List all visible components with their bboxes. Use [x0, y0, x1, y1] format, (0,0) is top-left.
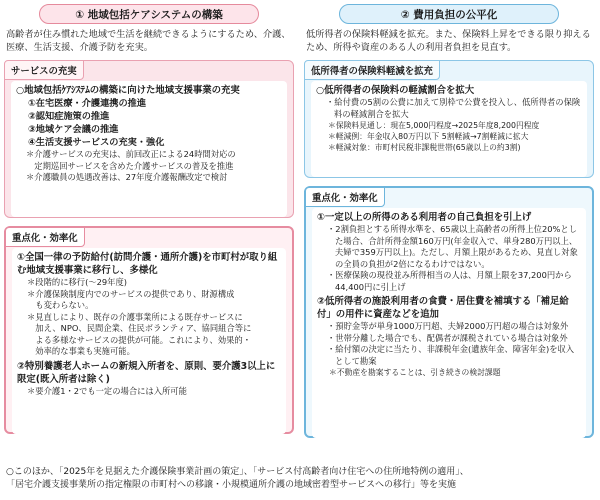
footer-line: 「居宅介護支援事業所の指定権限の市町村への移譲・小規模通所介護の地域密着型サービスへの移行」等を実施	[6, 480, 457, 490]
right-efficiency-box	[304, 186, 594, 438]
right-efficiency-head2: ②低所得者の施設利用者の食費・居住費を補填する「補足給付」の用件に資産などを追加	[317, 296, 569, 320]
service-item: ②認知症施策の推進	[28, 111, 110, 122]
left-efficiency-note: 効率的な事業も実施可能。	[27, 346, 135, 356]
right-efficiency-inner	[312, 208, 586, 438]
left-efficiency-title: 重点化・効率化	[5, 227, 85, 247]
lowincome-bullet: ・給付費の5割の公費に加えて別枠で公費を投入し、低所得者の保険料の軽減割合を拡大	[326, 97, 581, 119]
right-efficiency-bullet: ・2割負担とする所得水準を、65歳以上高齢者の所得上位20%とした場合、合計所得金額160万円(年金収入で、単身280万円以上、夫婦で359万円以上)。ただし、月額上限があるため、見直し対象の全員の負担が2倍になるわけではない。	[327, 224, 578, 269]
service-head: ○地域包括ｹｱｼｽﾃﾑの構築に向けた地域支援事業の充実	[16, 85, 240, 96]
right-efficiency-head1: ①一定以上の所得のある利用者の自己負担を引上げ	[317, 212, 532, 223]
service-note: ＊介護サービスの充実は、前回改正による24時間対応の	[26, 149, 236, 159]
service-box	[4, 60, 294, 218]
left-efficiency-note: よる多様なサービスの提供が可能。これにより、効果的・	[27, 334, 252, 345]
right-efficiency-note: ＊不動産を勘案することは、引き続きの検討課題	[329, 368, 501, 377]
left-efficiency-note: ＊介護保険制度内でのサービスの提供であり、財源構成	[27, 288, 235, 299]
lowincome-note: ＊保険料見通し：現在5,000円程度→2025年度8,200円程度	[328, 121, 540, 130]
service-note: 定期巡回サービスを含めた介護サービスの普及を推進	[26, 160, 234, 171]
lowincome-note: ＊軽減対象：市町村民税非課税世帯(65歳以上の約3割)	[328, 143, 521, 152]
right-efficiency-bullet: ・医療保険の現役並み所得相当の人は、月額上限を37,200円から44,400円に引上げ	[327, 270, 572, 292]
left-efficiency-box	[4, 226, 294, 434]
left-efficiency-note: ＊見直しにより、既存の介護事業所による既存サービスに	[27, 311, 243, 322]
left-efficiency-note: ＊要介護1・2でも一定の場合には入所可能	[27, 385, 187, 396]
left-efficiency-inner	[12, 248, 286, 434]
right-efficiency-bullet: ・世帯分離した場合でも、配偶者が課税されている場合は対象外	[327, 332, 568, 343]
right-intro: 低所得者の保険料軽減を拡充。また、保険料上昇をできる限り抑えるため、所得や資産のある人の利用者負担を見直す。	[306, 29, 591, 53]
left-efficiency-note: も変わらない。	[27, 300, 94, 310]
left-efficiency-note: ＊段階的に移行(～29年度)	[27, 277, 128, 287]
left-efficiency-head1: ①全国一律の予防給付(訪問介護・通所介護)を市町村が取り組む地域支援事業に移行し、多様化	[17, 252, 278, 276]
footer-note	[6, 466, 596, 492]
left-section-title: ① 地域包括ケアシステムの構築	[39, 4, 259, 24]
lowincome-head: ○低所得者の保険料の軽減割合を拡大	[316, 85, 475, 96]
service-item: ④生活支援サービスの充実・強化	[28, 137, 165, 148]
service-item: ③地域ケア会議の推進	[28, 124, 119, 135]
service-box-title: サービスの充実	[4, 60, 84, 80]
service-note: ＊介護職員の処遇改善は、27年度介護報酬改定で検討	[26, 172, 228, 182]
right-column	[304, 4, 594, 438]
right-efficiency-bullet: ・預貯金等が単身1000万円超、夫婦2000万円超の場合は対象外	[327, 321, 569, 331]
lowincome-inner	[311, 81, 587, 177]
left-efficiency-head2: ②特別養護老人ホームの新規入所者を、原則、要介護3以上に限定(既入所者は除く)	[17, 360, 276, 385]
right-efficiency-title: 重点化・効率化	[305, 187, 385, 207]
left-column	[4, 4, 294, 434]
service-item: ①在宅医療・介護連携の推進	[28, 98, 147, 109]
left-efficiency-note: 加え、NPO、民間企業、住民ボランティア、協同組合等に	[27, 323, 252, 333]
left-intro: 高齢者が住み慣れた地域で生活を継続できるようにするため、介護、医療、生活支援、介護予防を充実。	[6, 29, 291, 53]
footer-line: ○このほか、「2025年を見据えた介護保険事業計画の策定」、「サービス付高齢者向け住宅への住所地特例の適用」、	[6, 467, 469, 477]
lowincome-note: ＊軽減例：年金収入80万円以下 5割軽減→7割軽減に拡大	[328, 132, 529, 141]
right-section-title: ② 費用負担の公平化	[339, 4, 559, 24]
lowincome-box-title: 低所得者の保険料軽減を拡充	[304, 60, 440, 80]
service-inner	[11, 81, 287, 217]
lowincome-box	[304, 60, 594, 178]
right-efficiency-bullet: ・給付額の決定に当たり、非課税年金(遺族年金、障害年金)を収入として勘案	[327, 344, 575, 366]
